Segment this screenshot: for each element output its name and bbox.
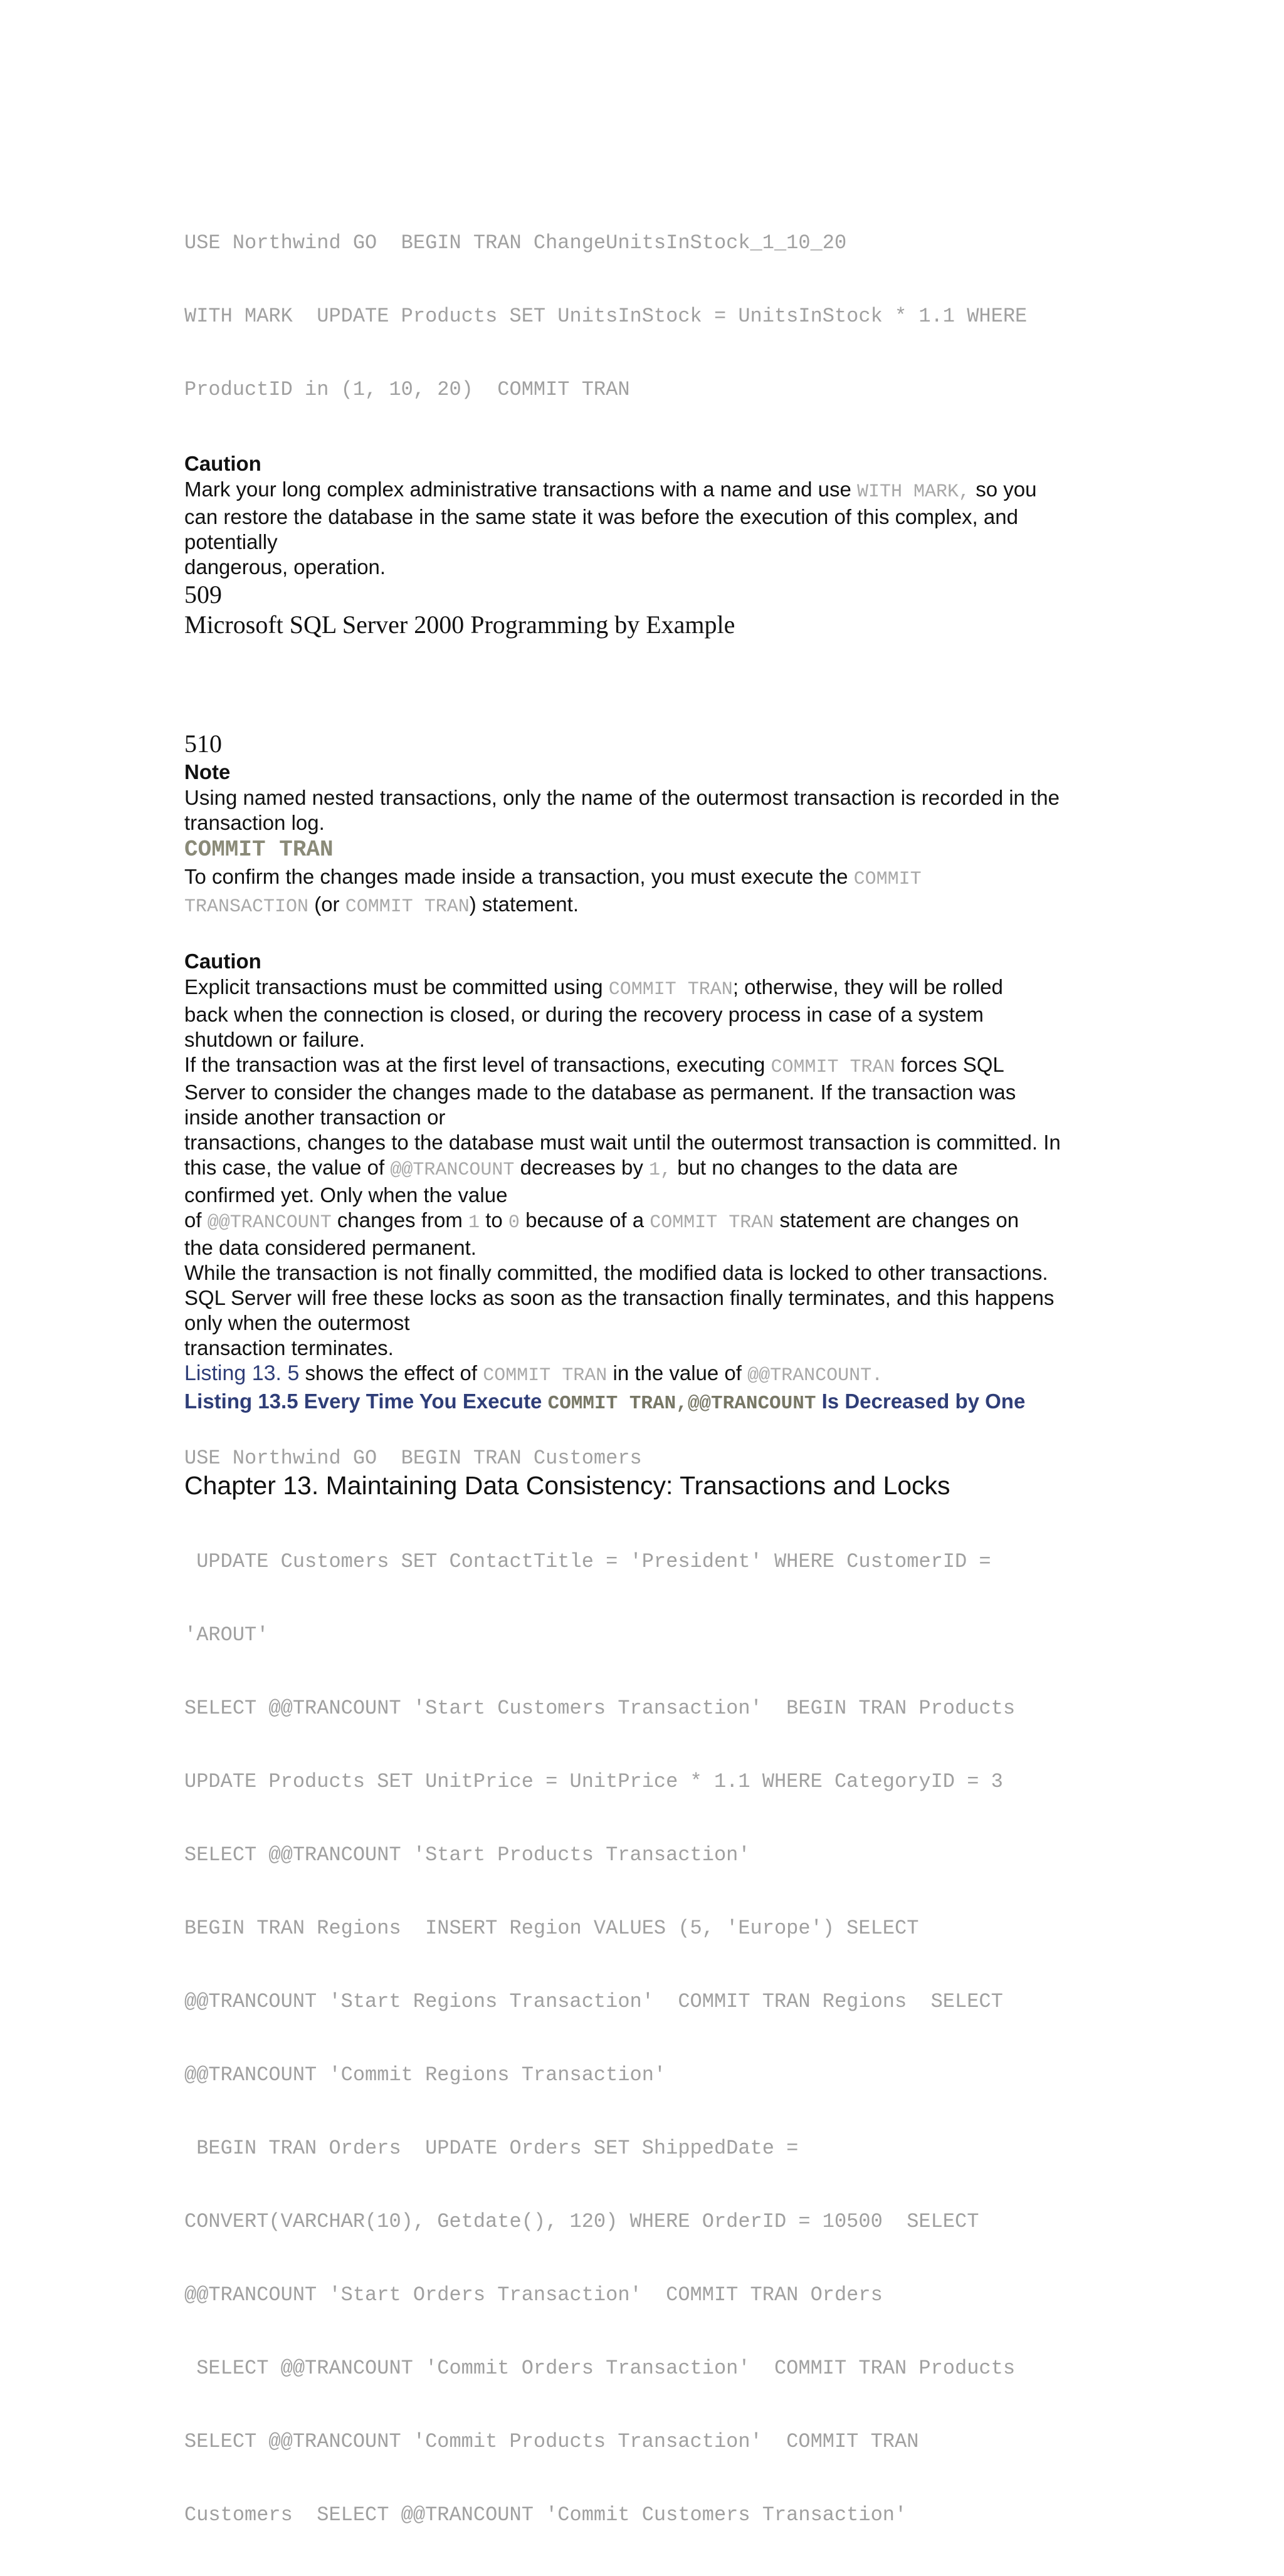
inline-code: 1, — [649, 1160, 672, 1181]
code-block-listing — [184, 1500, 1112, 2576]
text-run: forces SQL — [895, 1053, 1004, 1076]
inline-code: TRANSACTION — [184, 896, 309, 918]
text-run: To confirm the changes made inside a transaction, you must execute the — [184, 865, 854, 888]
code-line: UPDATE Products SET UnitPrice = UnitPrice * 1.1 WHERE CategoryID = 3 — [184, 1770, 1003, 1793]
document-page — [184, 182, 1112, 2576]
note-heading: Note — [184, 760, 231, 783]
text-run: transaction terminates. — [184, 1336, 394, 1359]
text-run: shutdown or failure. — [184, 1028, 365, 1051]
code-line: @@TRANCOUNT 'Start Orders Transaction' COMMIT TRAN Orders — [184, 2283, 883, 2306]
text-run: Server to consider the changes made to the database as permanent. If the transaction was — [184, 1081, 1016, 1104]
listing-reference — [184, 1361, 1112, 1388]
book-title: Microsoft SQL Server 2000 Programming by Example — [184, 610, 735, 639]
inline-code: COMMIT TRAN — [650, 1212, 774, 1233]
code-line: CONVERT(VARCHAR(10), Getdate(), 120) WHERE OrderID = 10500 SELECT — [184, 2210, 979, 2233]
section-heading: COMMIT TRAN — [184, 837, 334, 862]
inline-code: 0 — [508, 1212, 520, 1233]
text-run: dangerous, operation. — [184, 555, 386, 579]
inline-code: COMMIT TRAN — [771, 1057, 895, 1078]
listing-title — [184, 1388, 1112, 1417]
inline-code: @@TRANCOUNT — [207, 1212, 332, 1233]
code-line: SELECT @@TRANCOUNT 'Start Products Transaction' — [184, 1843, 750, 1867]
text-run: in the value of — [607, 1361, 748, 1385]
text-run: inside another transaction or — [184, 1106, 446, 1129]
code-line: @@TRANCOUNT 'Commit Regions Transaction' — [184, 2063, 666, 2086]
text-run: transactions, changes to the database must wait until the outermost transaction is committed. In — [184, 1131, 1061, 1154]
text-run: to — [480, 1208, 508, 1232]
inline-code: COMMIT TRAN,@@TRANCOUNT — [547, 1393, 816, 1415]
text-run: While the transaction is not finally committed, the modified data is locked to other transactions. — [184, 1261, 1048, 1284]
text-run: statement are changes on — [774, 1208, 1019, 1232]
text-run: decreases by — [514, 1156, 650, 1179]
code-line: UPDATE Customers SET ContactTitle = 'President' WHERE CustomerID = — [184, 1550, 991, 1573]
inline-code: COMMIT TRAN — [608, 979, 733, 1000]
text-run: the data considered permanent. — [184, 1236, 476, 1259]
code-line: SELECT @@TRANCOUNT 'Start Customers Transaction' BEGIN TRAN Products — [184, 1697, 1016, 1720]
text-run: Mark your long complex administrative transactions with a name and use — [184, 478, 857, 501]
page-number: 510 — [184, 730, 222, 758]
caution-heading: Caution — [184, 950, 261, 973]
text-run: only when the outermost — [184, 1311, 410, 1334]
code-line: SELECT @@TRANCOUNT 'Commit Orders Transaction' COMMIT TRAN Products — [184, 2357, 1016, 2380]
text-run: shows the effect of — [299, 1361, 483, 1385]
text-run: Is Decreased by One — [816, 1390, 1026, 1413]
code-line: USE Northwind GO BEGIN TRAN ChangeUnitsInStock_1_10_20 — [184, 231, 847, 254]
code-block-mark — [184, 182, 1112, 451]
code-line: 'AROUT' — [184, 1623, 269, 1647]
text-run: potentially — [184, 530, 278, 553]
code-line: @@TRANCOUNT 'Start Regions Transaction' COMMIT TRAN Regions SELECT — [184, 1990, 1003, 2013]
inline-code: @@TRANCOUNT — [390, 1160, 515, 1181]
paragraph — [184, 864, 1112, 919]
caution-text — [184, 975, 1112, 1052]
text-run: but no changes to the data are — [671, 1156, 958, 1179]
text-run: ) statement. — [469, 893, 579, 916]
text-run: can restore the database in the same state it was before the execution of this complex, and — [184, 505, 1018, 528]
inline-code: @@TRANCOUNT. — [747, 1365, 883, 1386]
text-run: this case, the value of — [184, 1156, 391, 1179]
text-run: changes from — [331, 1208, 469, 1232]
text-run: Explicit transactions must be committed using — [184, 975, 609, 998]
listing-link[interactable]: Listing 13. 5 — [184, 1361, 300, 1385]
inline-code: COMMIT — [853, 869, 922, 890]
text-run: Listing 13.5 Every Time You Execute — [184, 1390, 548, 1413]
caution-heading: Caution — [184, 452, 261, 475]
text-run: because of a — [519, 1208, 650, 1232]
code-line: USE Northwind GO BEGIN TRAN Customers — [184, 1447, 642, 1470]
text-run: confirmed yet. Only when the value — [184, 1183, 508, 1207]
page-number: 509 — [184, 580, 222, 609]
text-run: SQL Server will free these locks as soon as the transaction finally terminates, and this happens — [184, 1286, 1055, 1309]
paragraph — [184, 1052, 1112, 1361]
code-line: Customers SELECT @@TRANCOUNT 'Commit Customers Transaction' — [184, 2503, 907, 2526]
text-run: (or — [308, 893, 345, 916]
text-run: back when the connection is closed, or during the recovery process in case of a system — [184, 1003, 984, 1026]
code-line: ProductID in (1, 10, 20) COMMIT TRAN — [184, 378, 630, 401]
note-text — [184, 785, 1112, 835]
text-run: If the transaction was at the first level of transactions, executing — [184, 1053, 771, 1076]
inline-code: 1 — [468, 1212, 480, 1233]
text-run: Using named nested transactions, only the name of the outermost transaction is recorded in the — [184, 786, 1060, 809]
code-line: BEGIN TRAN Regions INSERT Region VALUES (5, 'Europe') SELECT — [184, 1917, 919, 1940]
code-line: BEGIN TRAN Orders UPDATE Orders SET ShippedDate = — [184, 2137, 799, 2160]
inline-code: COMMIT TRAN — [345, 896, 470, 918]
text-run: transaction log. — [184, 811, 325, 834]
text-run: so you — [970, 478, 1037, 501]
caution-text — [184, 477, 1112, 580]
inline-code: WITH MARK, — [857, 481, 971, 503]
inline-code: COMMIT TRAN — [483, 1365, 608, 1386]
text-run: of — [184, 1208, 208, 1232]
text-run: ; otherwise, they will be rolled — [732, 975, 1003, 998]
code-line: WITH MARK UPDATE Products SET UnitsInStock = UnitsInStock * 1.1 WHERE — [184, 305, 1028, 328]
chapter-header: Chapter 13. Maintaining Data Consistency: Transactions and Locks — [184, 1471, 950, 1500]
code-line: SELECT @@TRANCOUNT 'Commit Products Transaction' COMMIT TRAN — [184, 2430, 919, 2453]
